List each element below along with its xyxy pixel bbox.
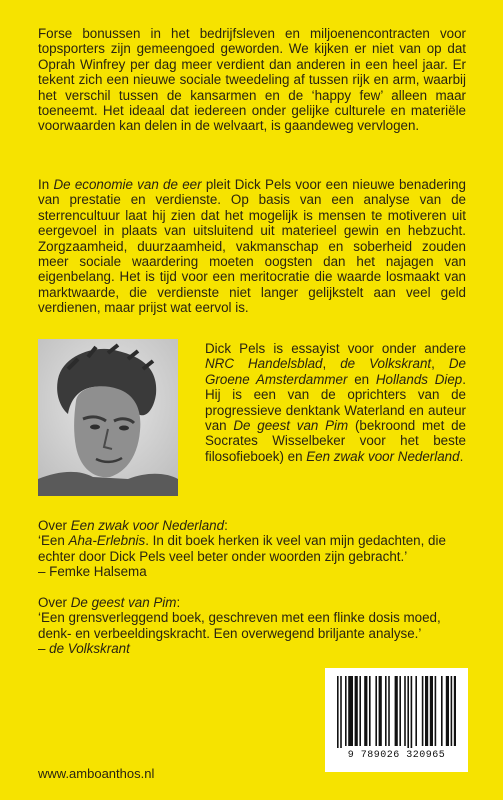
author-photo (38, 339, 178, 496)
barcode-bar (451, 676, 453, 746)
quote-heading (38, 595, 466, 610)
bio-text: . Hij is een van de oprichters van de progressieve denktank Waterland en auteur van (205, 371, 466, 434)
bio-text: , (322, 356, 341, 372)
publisher-website[interactable]: www.amboanthos.nl (38, 766, 155, 781)
book-title: De economie van de eer (53, 177, 202, 192)
publication-name: de Volkskrant (340, 356, 432, 372)
barcode-bar (337, 676, 339, 748)
barcode-bar (399, 676, 401, 746)
quote-body: ‘Een grensverleggend boek, geschreven met een flinke dosis moed, denk- en verbeeldingskracht. Een overwegend briljante analyse.’ (38, 610, 441, 641)
bio-text: Dick Pels is essayist voor onder andere (205, 341, 466, 356)
quote-heading (38, 518, 466, 533)
bio-text: , (431, 356, 449, 372)
publication-name: NRC Handelsblad (205, 356, 323, 372)
quote-source-dash: – (38, 641, 50, 657)
isbn-digits: 9 789026 320965 (347, 750, 446, 761)
publication-name: de Volkskrant (49, 641, 130, 657)
bio-text: (bekroond met de Socrates Wisselbeker voor het beste filosofieboek) en (205, 418, 466, 464)
review-quote-1 (38, 518, 466, 580)
bio-text: . (459, 448, 464, 464)
book-title: Een zwak voor Nederland (306, 448, 460, 464)
quote-heading-text: : (176, 595, 181, 610)
barcode-bar (430, 676, 433, 746)
blurb-paragraph-2 (38, 177, 466, 316)
barcode-bar (425, 676, 428, 746)
isbn-barcode (325, 668, 468, 772)
barcode-bar (454, 676, 456, 746)
barcode-bar (435, 676, 437, 746)
quote-text: . In dit boek herken ik veel van mijn gedachten, die echter door Dick Pels veel beter onder woorden zijn gebracht.’ (38, 533, 446, 564)
barcode-bar (411, 676, 413, 748)
barcode-bar (407, 676, 409, 748)
barcode-bar (446, 676, 449, 746)
quote-emphasis: Aha-Erlebnis (68, 533, 146, 549)
quote-source (38, 641, 466, 656)
blurb-lead: In (38, 177, 54, 192)
quote-source: – Femke Halsema (38, 564, 147, 580)
quote-heading-text: Over (38, 595, 71, 610)
barcode-bar (415, 676, 417, 746)
barcode-bar (385, 676, 387, 746)
bio-text: en (347, 371, 376, 387)
barcode-bar (359, 676, 361, 746)
publication-name: Hollands Diep (375, 371, 463, 387)
blurb-text: Forse bonussen in het bedrijfsleven en miljoenencontracten voor topsporters zijn gemeengoed geworden. We kijken er niet van op dat Oprah Winfrey per dag meer verdient dan anderen in een heel jaar. Er tekent zich een nieuwe sociale tweedeling af tussen rijk en arm, waarbij het verschil tussen de kansarmen en de ‘happy few’ alleen maar toeneemt. Het ideaal dat iedereen onder gelijke culturele en materiële voorwaarden kan delen in de welvaart, is gaandeweg vervlogen. (38, 26, 466, 134)
quote-text: ‘Een (38, 533, 69, 549)
barcode-bar (404, 676, 406, 746)
blurb-paragraph-1 (38, 26, 466, 134)
book-title: Een zwak voor Nederland (70, 518, 225, 533)
barcode-bar (364, 676, 367, 746)
author-portrait-icon (38, 339, 178, 496)
book-title: De geest van Pim (233, 418, 349, 434)
barcode-bar (422, 676, 424, 746)
quote-heading-text: Over (38, 518, 71, 533)
barcode-bar (345, 676, 347, 746)
blurb-text: pleit Dick Pels voor een nieuwe benadering van prestatie en verdienste. Op basis van een analyse van de sterrencultuur laat hij zien dat het mogelijk is mensen te motiveren uit eergevoel in plaats van uitsluitend uit materieel gewin en hebzucht. Zorgzaamheid, duurzaamheid, vakmanschap en soberheid zouden meer sociale waardering moeten oogsten dan het najagen van eigenbelang. Het is tijd voor een meritocratie die waarde losmaakt van marktwaarde, die verdienste niet langer gelijkstelt aan veel geld verdienen, maar prijst wat eervol is. (38, 177, 466, 316)
barcode-bar (441, 676, 443, 746)
quote-body (38, 533, 466, 564)
book-title: De geest van Pim (70, 595, 177, 610)
barcode-bar (348, 676, 353, 746)
barcode-bar (388, 676, 390, 746)
barcode-icon (337, 676, 456, 748)
barcode-bar (379, 676, 382, 746)
barcode-bar (355, 676, 358, 746)
quote-heading-text: : (224, 518, 228, 533)
barcode-bar (395, 676, 398, 746)
review-quote-2 (38, 595, 466, 657)
barcode-bar (369, 676, 371, 746)
barcode-bar (340, 676, 342, 748)
author-bio (205, 341, 466, 464)
publication-name: De Groene Amsterdammer (205, 356, 466, 387)
barcode-bar (375, 676, 377, 746)
